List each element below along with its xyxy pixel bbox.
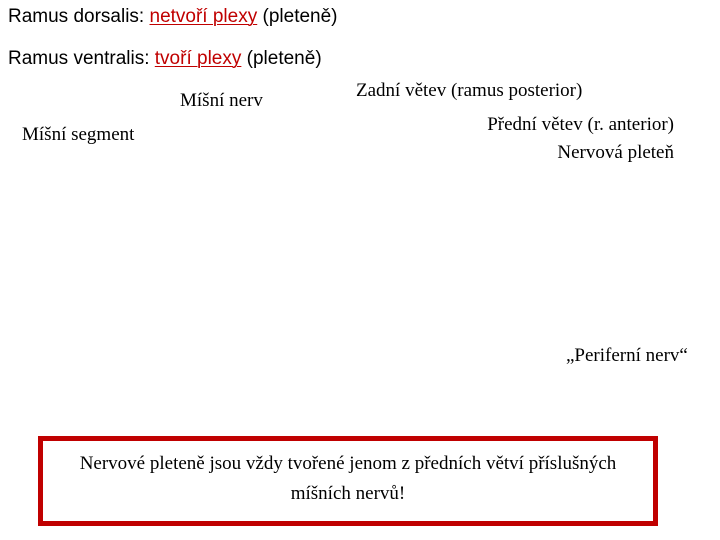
- label-misni-segment: Míšní segment: [22, 124, 135, 145]
- note-text: Nervové pleteně jsou vždy tvořené jenom z předních větví příslušných míšních nervů!: [79, 453, 617, 504]
- label-periferni-nerv: „Periferní nerv“: [566, 345, 688, 366]
- ventral-prefix: Ramus ventralis:: [8, 48, 155, 69]
- ramus-dorsalis-line: [8, 6, 338, 28]
- ventral-highlight: tvoří plexy: [154, 48, 242, 69]
- label-misni-nerv: Míšní nerv: [180, 90, 263, 111]
- ventral-suffix: (pleteně): [241, 48, 322, 69]
- dorsal-highlight: netvoří plexy: [149, 6, 258, 27]
- label-zadni-vetev: Zadní větev (ramus posterior): [356, 80, 583, 101]
- note-box: [38, 436, 658, 526]
- dorsal-prefix: Ramus dorsalis:: [8, 6, 150, 27]
- label-predni-vetev: Přední větev (r. anterior): [487, 114, 674, 135]
- ramus-ventralis-line: [8, 48, 322, 70]
- label-nervova-pleten: Nervová pleteň: [557, 142, 674, 163]
- dorsal-suffix: (pleteně): [257, 6, 338, 27]
